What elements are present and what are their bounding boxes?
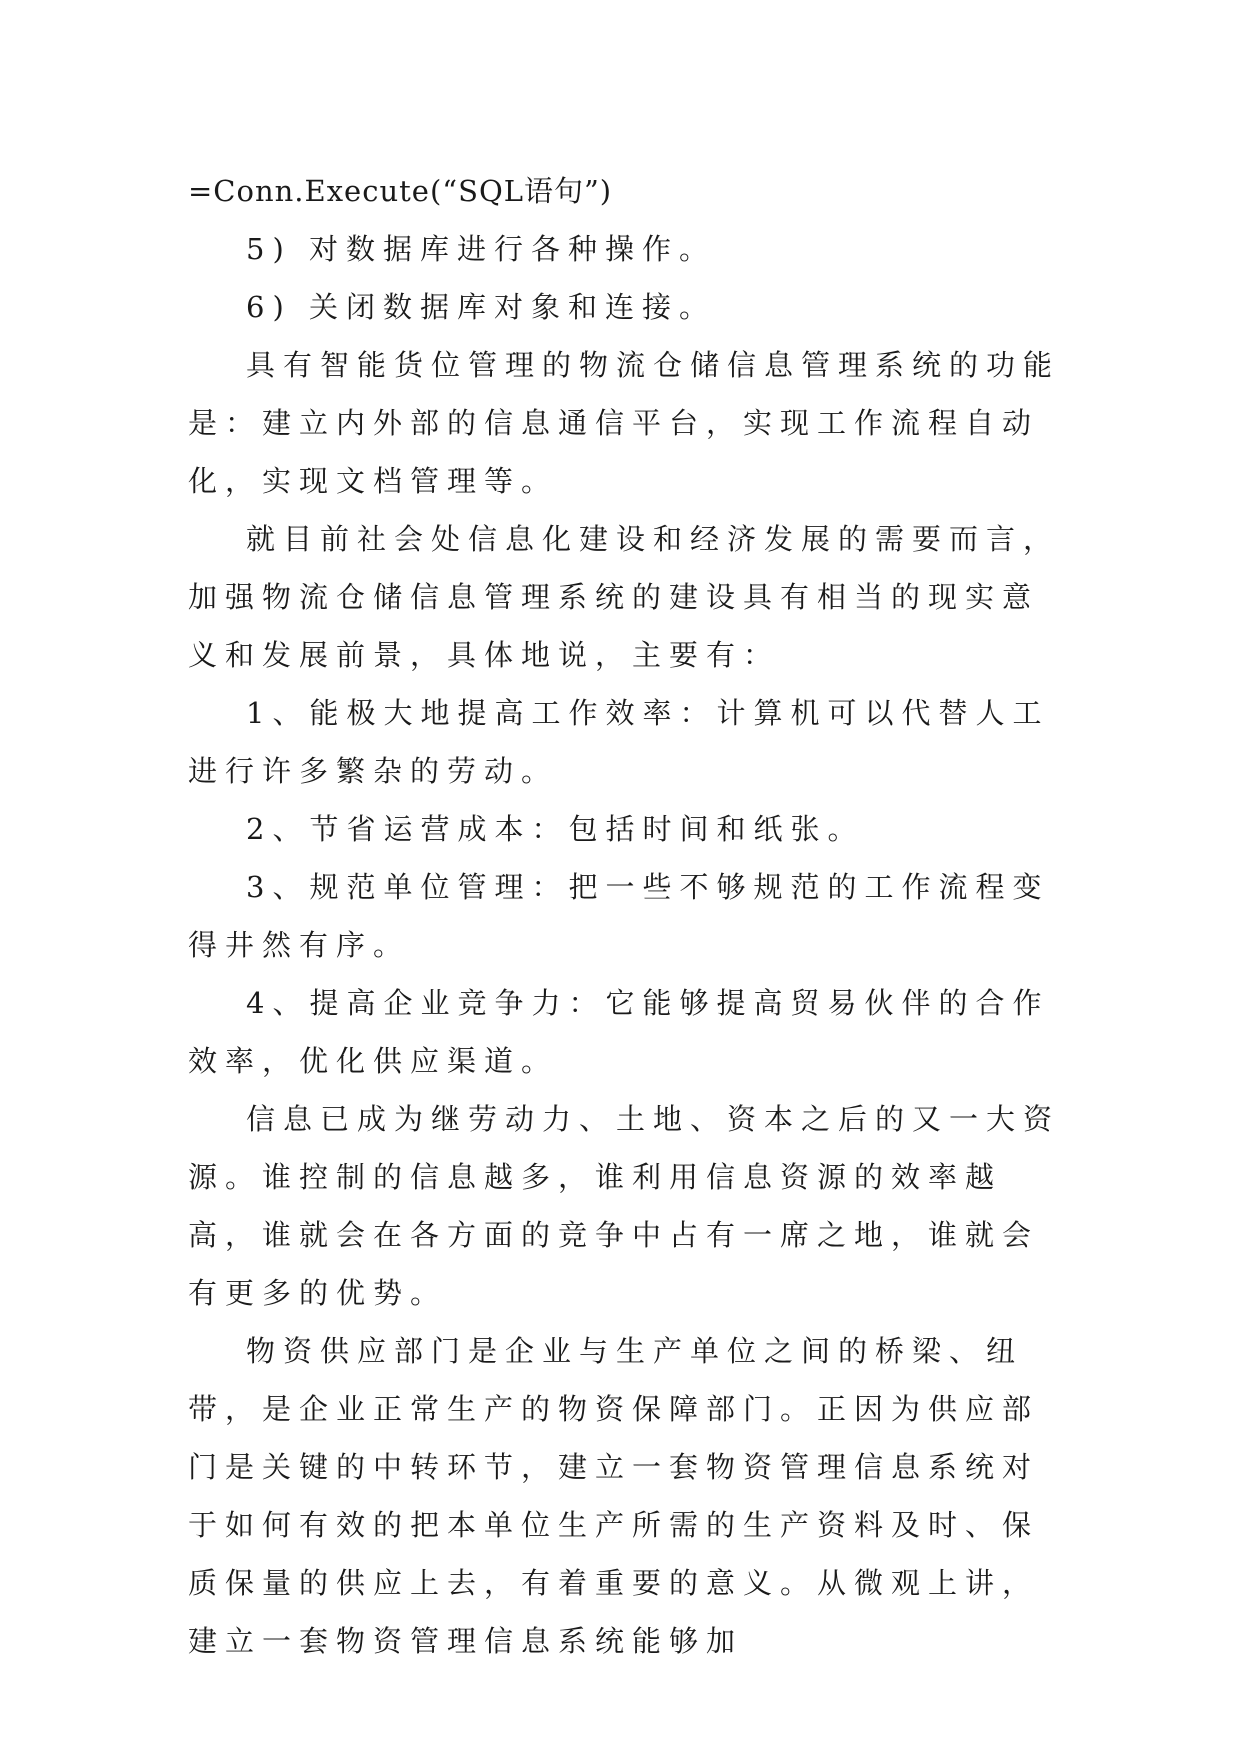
paragraph-point-3: 3、规范单位管理：把一些不够规范的工作流程变得井然有序。 [188, 870, 1050, 962]
paragraph-step-6: 6) 关闭数据库对象和连接。 [246, 290, 716, 324]
body-text [188, 162, 1068, 1670]
paragraph-information-resource: 信息已成为继劳动力、土地、资本之后的又一大资源。谁控制的信息越多，谁利用信息资源的效率越高，谁就会在各方面的竞争中占有一席之地，谁就会有更多的优势。 [188, 1102, 1061, 1310]
paragraph-step-5: 5) 对数据库进行各种操作。 [246, 232, 716, 266]
paragraph-system-functions: 具有智能货位管理的物流仓储信息管理系统的功能是：建立内外部的信息通信平台，实现工作流程自动化，实现文档管理等。 [188, 348, 1061, 498]
paragraph-code-line: =Conn.Execute(“SQL语句”) [188, 174, 613, 208]
paragraph-point-2: 2、节省运营成本：包括时间和纸张。 [246, 812, 865, 846]
paragraph-significance: 就目前社会处信息化建设和经济发展的需要而言，加强物流仓储信息管理系统的建设具有相当的现实意义和发展前景，具体地说，主要有： [188, 522, 1061, 672]
paragraph-point-1: 1、能极大地提高工作效率：计算机可以代替人工进行许多繁杂的劳动。 [188, 696, 1050, 788]
paragraph-point-4: 4、提高企业竞争力：它能够提高贸易伙伴的合作效率，优化供应渠道。 [188, 986, 1050, 1078]
paragraph-supply-department: 物资供应部门是企业与生产单位之间的桥梁、纽带，是企业正常生产的物资保障部门。正因为供应部门是关键的中转环节，建立一套物资管理信息系统对于如何有效的把本单位生产所需的生产资料及时、保质保量的供应上去，有着重要的意义。从微观上讲，建立一套物资管理信息系统能够加 [188, 1334, 1040, 1658]
